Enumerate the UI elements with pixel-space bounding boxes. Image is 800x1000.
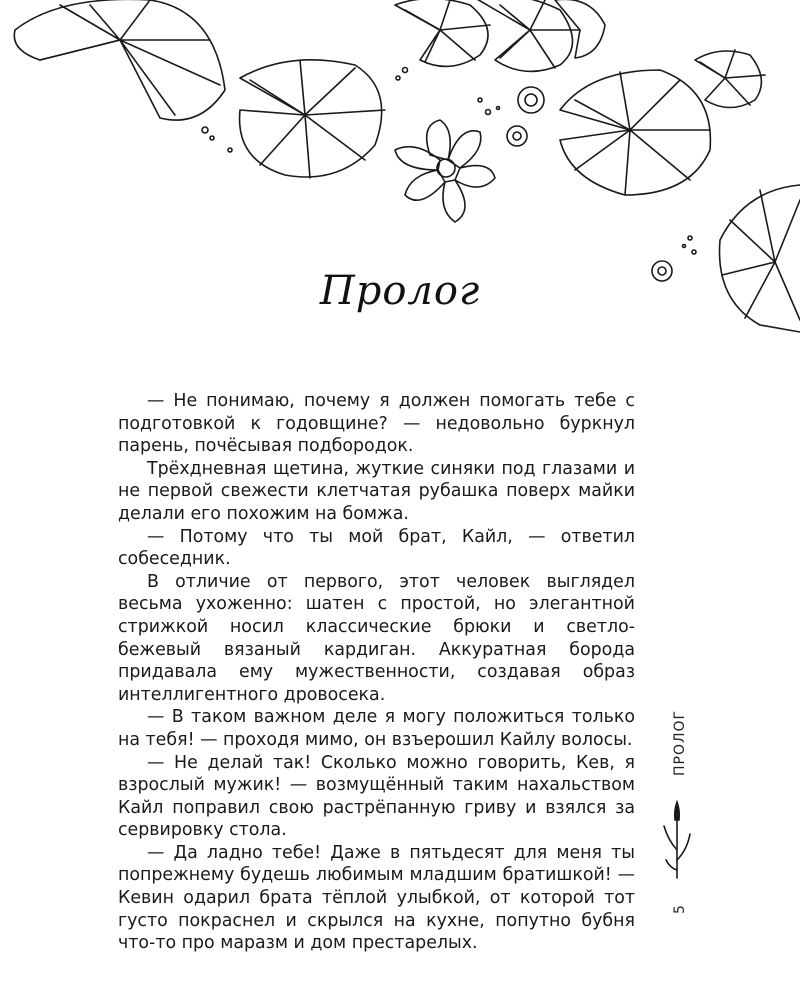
page-number: 5 bbox=[672, 905, 688, 914]
paragraph: — Не понимаю, почему я должен помогать тебе с подготовкой к годовщине? — недовольно буркнул парень, почёсывая подбородок. bbox=[118, 391, 635, 457]
paragraph: — Да ладно тебе! Даже в пятьдесят для меня ты попрежнему будешь любимым младшим братишкой! — Кевин одарил брата тёплой улыбкой, от которой тот густо покраснел и скрылся на кухне, попутно бубня что-то про маразм и дом престарелых. bbox=[118, 842, 635, 954]
chapter-title: Пролог bbox=[319, 268, 481, 314]
paragraph: Трёхдневная щетина, жуткие синяки под глазами и не первой свежести клетчатая рубашка поверх майки делали его похожим на бомжа. bbox=[118, 458, 635, 524]
paragraph: В отличие от первого, этот человек выглядел весьма ухоженно: шатен с простой, но элегантной стрижкой носил классические брюки и светло-бежевый вязаный кардиган. Аккуратная борода придавала ему мужественности, создавая образ интеллигентного дровосека. bbox=[118, 571, 635, 705]
paragraph: — Потому что ты мой брат, Кайл, — ответил собеседник. bbox=[118, 526, 635, 570]
reed-icon bbox=[660, 790, 694, 880]
paragraph: — Не делай так! Сколько можно говорить, Кев, я взрослый мужик! — возмущённый таким нахальством Кайл поправил свою растрёпанную гриву и взялся за сервировку стола. bbox=[118, 752, 635, 841]
running-head: ПРОЛОГ bbox=[672, 709, 688, 776]
paragraph: — В таком важном деле я могу положиться только на тебя! — проходя мимо, он взъерошил Кайлу волосы. bbox=[118, 707, 635, 750]
body-text bbox=[118, 390, 635, 955]
